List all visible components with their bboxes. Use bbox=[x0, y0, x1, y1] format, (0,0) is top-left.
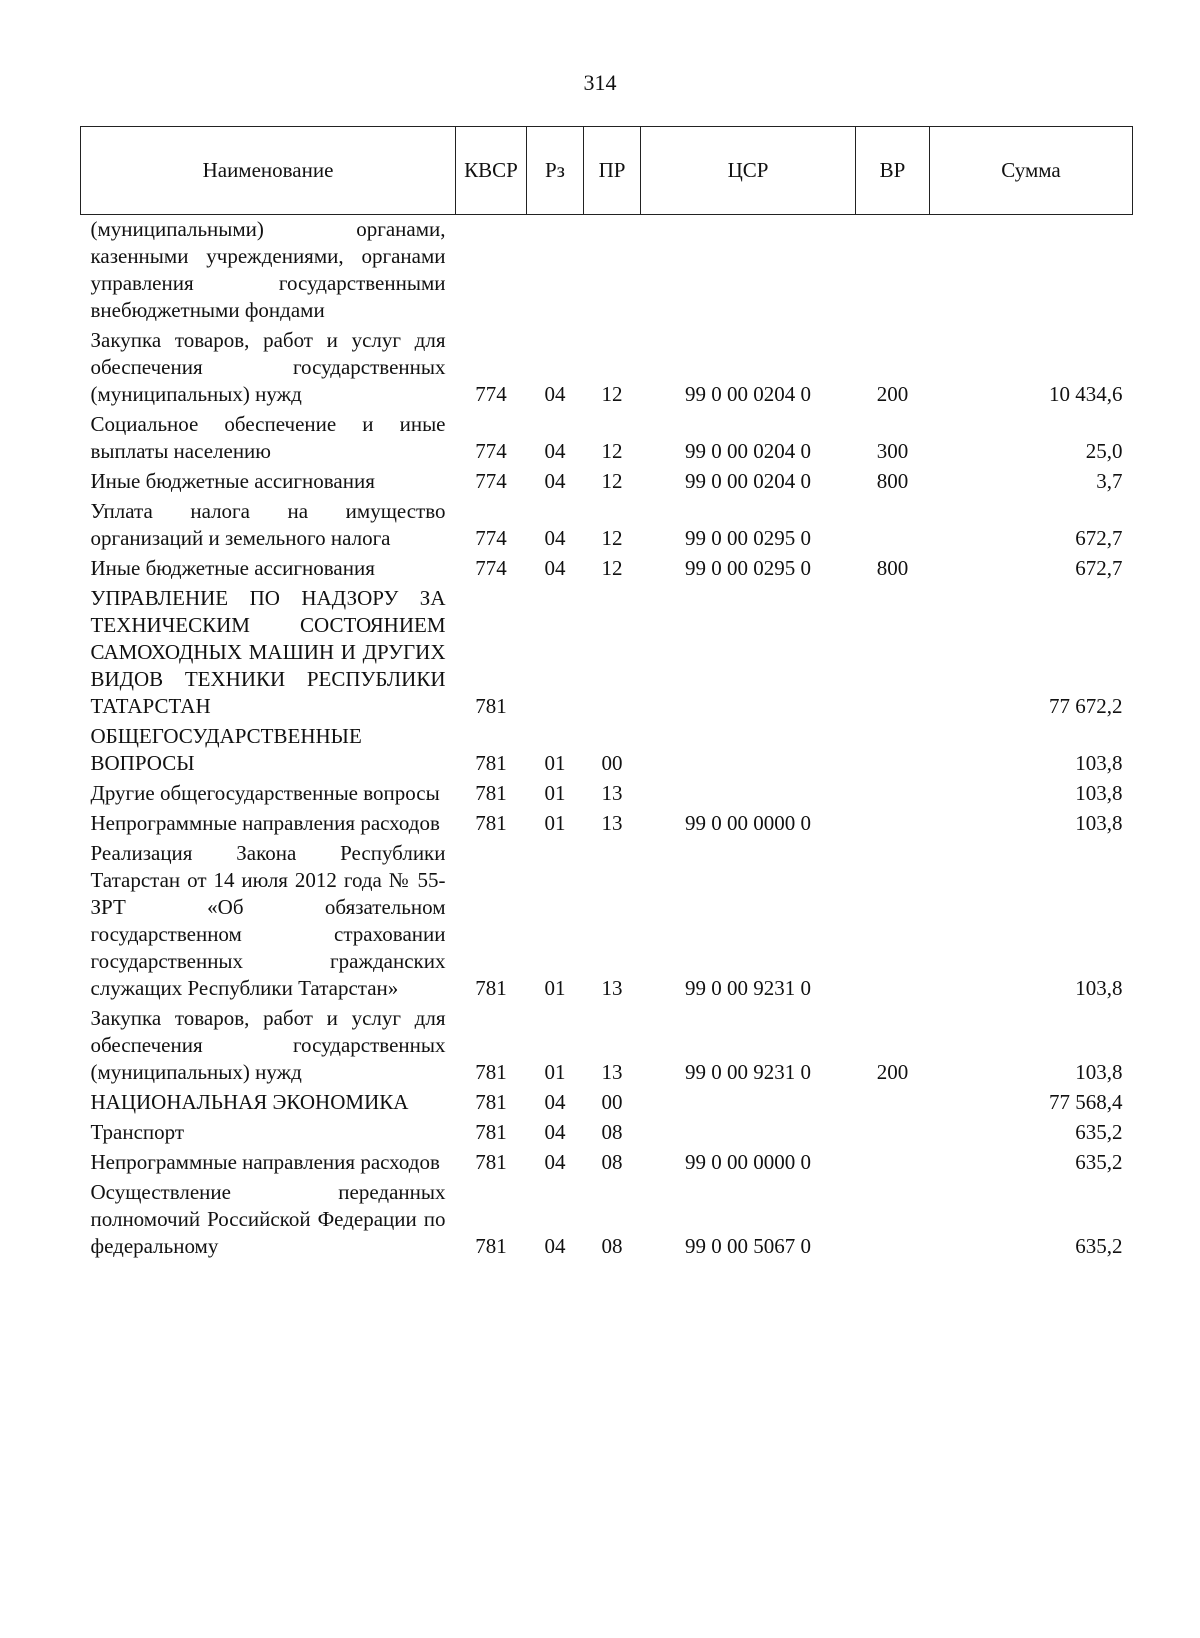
budget-table bbox=[80, 126, 1133, 1262]
row-kvsr-cell: 781 bbox=[475, 751, 507, 775]
row-csr-cell: 99 0 00 5067 0 bbox=[685, 1234, 811, 1258]
row-vr-cell: 800 bbox=[876, 556, 909, 580]
row-name-cell: Другие общегосударственные вопросы bbox=[90, 781, 440, 805]
row-rz-cell: 04 bbox=[544, 1120, 566, 1144]
table-row bbox=[81, 809, 1133, 839]
table-row bbox=[81, 410, 1133, 467]
row-vr-cell: 200 bbox=[876, 1060, 909, 1084]
header-vr: ВР bbox=[856, 127, 930, 215]
row-pr-cell: 12 bbox=[601, 439, 623, 463]
row-pr-cell bbox=[584, 215, 641, 327]
row-name-cell: Осуществление переданных полномочий Российской Федерации по федеральному bbox=[90, 1180, 446, 1258]
row-csr-cell: 99 0 00 0000 0 bbox=[685, 811, 811, 835]
row-sum-cell: 672,7 bbox=[1075, 526, 1123, 550]
row-rz-cell: 01 bbox=[544, 751, 566, 775]
row-pr-cell: 13 bbox=[601, 811, 623, 835]
row-csr-cell: 99 0 00 0295 0 bbox=[685, 526, 811, 550]
table-row bbox=[81, 1118, 1133, 1148]
row-vr-cell bbox=[856, 722, 930, 779]
row-csr-cell: 99 0 00 0204 0 bbox=[685, 439, 811, 463]
row-rz-cell: 04 bbox=[544, 556, 566, 580]
row-vr-cell bbox=[856, 1148, 930, 1178]
row-sum-cell: 77 672,2 bbox=[1049, 694, 1123, 718]
row-name-cell: НАЦИОНАЛЬНАЯ ЭКОНОМИКА bbox=[90, 1090, 409, 1114]
row-name-cell: Транспорт bbox=[90, 1120, 185, 1144]
row-name-cell: Непрограммные направления расходов bbox=[90, 811, 440, 835]
row-sum-cell: 103,8 bbox=[1075, 1060, 1123, 1084]
row-rz-cell bbox=[527, 215, 584, 327]
row-name-cell: Реализация Закона Республики Татарстан от 14 июля 2012 года № 55-ЗРТ «Об обязательном государственном страховании государственных гражданских служащих Республики Татарстан» bbox=[90, 841, 446, 1000]
row-pr-cell: 13 bbox=[601, 976, 623, 1000]
row-kvsr-cell: 781 bbox=[475, 1234, 507, 1258]
row-name-cell: Социальное обеспечение и иные выплаты населению bbox=[90, 412, 446, 463]
row-kvsr-cell: 781 bbox=[475, 1090, 507, 1114]
row-kvsr-cell: 774 bbox=[475, 556, 507, 580]
row-rz-cell bbox=[527, 584, 584, 722]
row-sum-cell: 635,2 bbox=[1075, 1150, 1123, 1174]
row-name-cell: (муниципальными) органами, казенными учреждениями, органами управления государственными внебюджетными фондами bbox=[90, 217, 446, 322]
row-kvsr-cell: 774 bbox=[475, 469, 507, 493]
row-vr-cell: 200 bbox=[876, 382, 909, 406]
row-csr-cell bbox=[641, 722, 856, 779]
row-pr-cell: 12 bbox=[601, 382, 623, 406]
row-name-cell: Иные бюджетные ассигнования bbox=[90, 556, 375, 580]
row-rz-cell: 01 bbox=[544, 1060, 566, 1084]
row-name-cell: Закупка товаров, работ и услуг для обеспечения государственных (муниципальных) нужд bbox=[90, 1006, 446, 1084]
row-pr-cell bbox=[584, 584, 641, 722]
row-sum-cell bbox=[930, 215, 1133, 327]
row-csr-cell bbox=[641, 215, 856, 327]
row-rz-cell: 04 bbox=[544, 1150, 566, 1174]
table-row bbox=[81, 779, 1133, 809]
page-number: 314 bbox=[583, 70, 617, 95]
row-vr-cell bbox=[856, 1088, 930, 1118]
row-kvsr-cell: 781 bbox=[475, 976, 507, 1000]
table-row bbox=[81, 722, 1133, 779]
row-rz-cell: 04 bbox=[544, 382, 566, 406]
table-row bbox=[81, 497, 1133, 554]
row-pr-cell: 13 bbox=[601, 1060, 623, 1084]
row-name-cell: Закупка товаров, работ и услуг для обеспечения государственных (муниципальных) нужд bbox=[90, 328, 446, 406]
row-csr-cell: 99 0 00 0204 0 bbox=[685, 469, 811, 493]
row-pr-cell: 12 bbox=[601, 526, 623, 550]
row-name-cell: Непрограммные направления расходов bbox=[90, 1150, 440, 1174]
row-pr-cell: 12 bbox=[601, 556, 623, 580]
row-pr-cell: 08 bbox=[601, 1234, 623, 1258]
row-kvsr-cell: 781 bbox=[475, 1120, 507, 1144]
row-rz-cell: 04 bbox=[544, 439, 566, 463]
header-rz: Рз bbox=[527, 127, 584, 215]
row-kvsr-cell: 781 bbox=[475, 781, 507, 805]
row-vr-cell: 800 bbox=[876, 469, 909, 493]
table-row bbox=[81, 839, 1133, 1004]
row-vr-cell: 300 bbox=[876, 439, 909, 463]
row-name-cell: ОБЩЕГОСУДАРСТВЕННЫЕ ВОПРОСЫ bbox=[90, 724, 362, 775]
row-sum-cell: 635,2 bbox=[1075, 1120, 1123, 1144]
row-name-cell: Уплата налога на имущество организаций и земельного налога bbox=[90, 499, 446, 550]
table-row bbox=[81, 1088, 1133, 1118]
row-vr-cell bbox=[856, 779, 930, 809]
row-csr-cell: 99 0 00 0204 0 bbox=[685, 382, 811, 406]
row-sum-cell: 77 568,4 bbox=[1049, 1090, 1123, 1114]
row-csr-cell: 99 0 00 9231 0 bbox=[685, 976, 811, 1000]
row-sum-cell: 635,2 bbox=[1075, 1234, 1123, 1258]
row-sum-cell: 103,8 bbox=[1075, 811, 1123, 835]
row-vr-cell bbox=[856, 839, 930, 1004]
row-sum-cell: 103,8 bbox=[1075, 751, 1123, 775]
header-sum: Сумма bbox=[930, 127, 1133, 215]
row-csr-cell: 99 0 00 0295 0 bbox=[685, 556, 811, 580]
row-kvsr-cell: 774 bbox=[475, 526, 507, 550]
row-csr-cell bbox=[641, 1088, 856, 1118]
table-row bbox=[81, 1004, 1133, 1088]
row-pr-cell: 13 bbox=[601, 781, 623, 805]
row-rz-cell: 04 bbox=[544, 526, 566, 550]
row-kvsr-cell: 781 bbox=[475, 811, 507, 835]
row-csr-cell bbox=[641, 584, 856, 722]
row-vr-cell bbox=[856, 584, 930, 722]
row-vr-cell bbox=[856, 497, 930, 554]
row-pr-cell: 12 bbox=[601, 469, 623, 493]
row-rz-cell: 01 bbox=[544, 781, 566, 805]
header-pr: ПР bbox=[584, 127, 641, 215]
table-header-row bbox=[81, 127, 1133, 215]
row-rz-cell: 04 bbox=[544, 469, 566, 493]
row-vr-cell bbox=[856, 809, 930, 839]
row-csr-cell: 99 0 00 0000 0 bbox=[685, 1150, 811, 1174]
row-name-cell: УПРАВЛЕНИЕ ПО НАДЗОРУ ЗА ТЕХНИЧЕСКИМ СОСТОЯНИЕМ САМОХОДНЫХ МАШИН И ДРУГИХ ВИДОВ ТЕХНИКИ РЕСПУБЛИКИ ТАТАРСТАН bbox=[90, 586, 446, 718]
row-kvsr-cell bbox=[456, 215, 527, 327]
table-row bbox=[81, 1178, 1133, 1262]
table-row bbox=[81, 554, 1133, 584]
row-rz-cell: 04 bbox=[544, 1234, 566, 1258]
header-csr: ЦСР bbox=[641, 127, 856, 215]
row-sum-cell: 10 434,6 bbox=[1049, 382, 1123, 406]
row-sum-cell: 672,7 bbox=[1075, 556, 1123, 580]
row-csr-cell: 99 0 00 9231 0 bbox=[685, 1060, 811, 1084]
table-row bbox=[81, 584, 1133, 722]
table-row bbox=[81, 326, 1133, 410]
row-sum-cell: 25,0 bbox=[1085, 439, 1123, 463]
row-kvsr-cell: 781 bbox=[475, 1150, 507, 1174]
row-csr-cell bbox=[641, 779, 856, 809]
table-row bbox=[81, 467, 1133, 497]
header-kvsr: КВСР bbox=[456, 127, 527, 215]
row-kvsr-cell: 774 bbox=[475, 382, 507, 406]
row-pr-cell: 08 bbox=[601, 1120, 623, 1144]
table-body bbox=[81, 215, 1133, 1263]
row-sum-cell: 103,8 bbox=[1075, 976, 1123, 1000]
row-vr-cell bbox=[856, 1178, 930, 1262]
row-rz-cell: 01 bbox=[544, 811, 566, 835]
row-kvsr-cell: 781 bbox=[475, 1060, 507, 1084]
row-pr-cell: 08 bbox=[601, 1150, 623, 1174]
row-sum-cell: 103,8 bbox=[1075, 781, 1123, 805]
row-sum-cell: 3,7 bbox=[1096, 469, 1123, 493]
row-pr-cell: 00 bbox=[601, 1090, 623, 1114]
row-rz-cell: 04 bbox=[544, 1090, 566, 1114]
row-kvsr-cell: 774 bbox=[475, 439, 507, 463]
table-row bbox=[81, 1148, 1133, 1178]
row-name-cell: Иные бюджетные ассигнования bbox=[90, 469, 375, 493]
row-vr-cell bbox=[856, 1118, 930, 1148]
row-vr-cell bbox=[856, 215, 930, 327]
row-kvsr-cell: 781 bbox=[475, 694, 507, 718]
row-rz-cell: 01 bbox=[544, 976, 566, 1000]
header-name: Наименование bbox=[81, 127, 456, 215]
row-csr-cell bbox=[641, 1118, 856, 1148]
row-pr-cell: 00 bbox=[601, 751, 623, 775]
table-row bbox=[81, 215, 1133, 327]
